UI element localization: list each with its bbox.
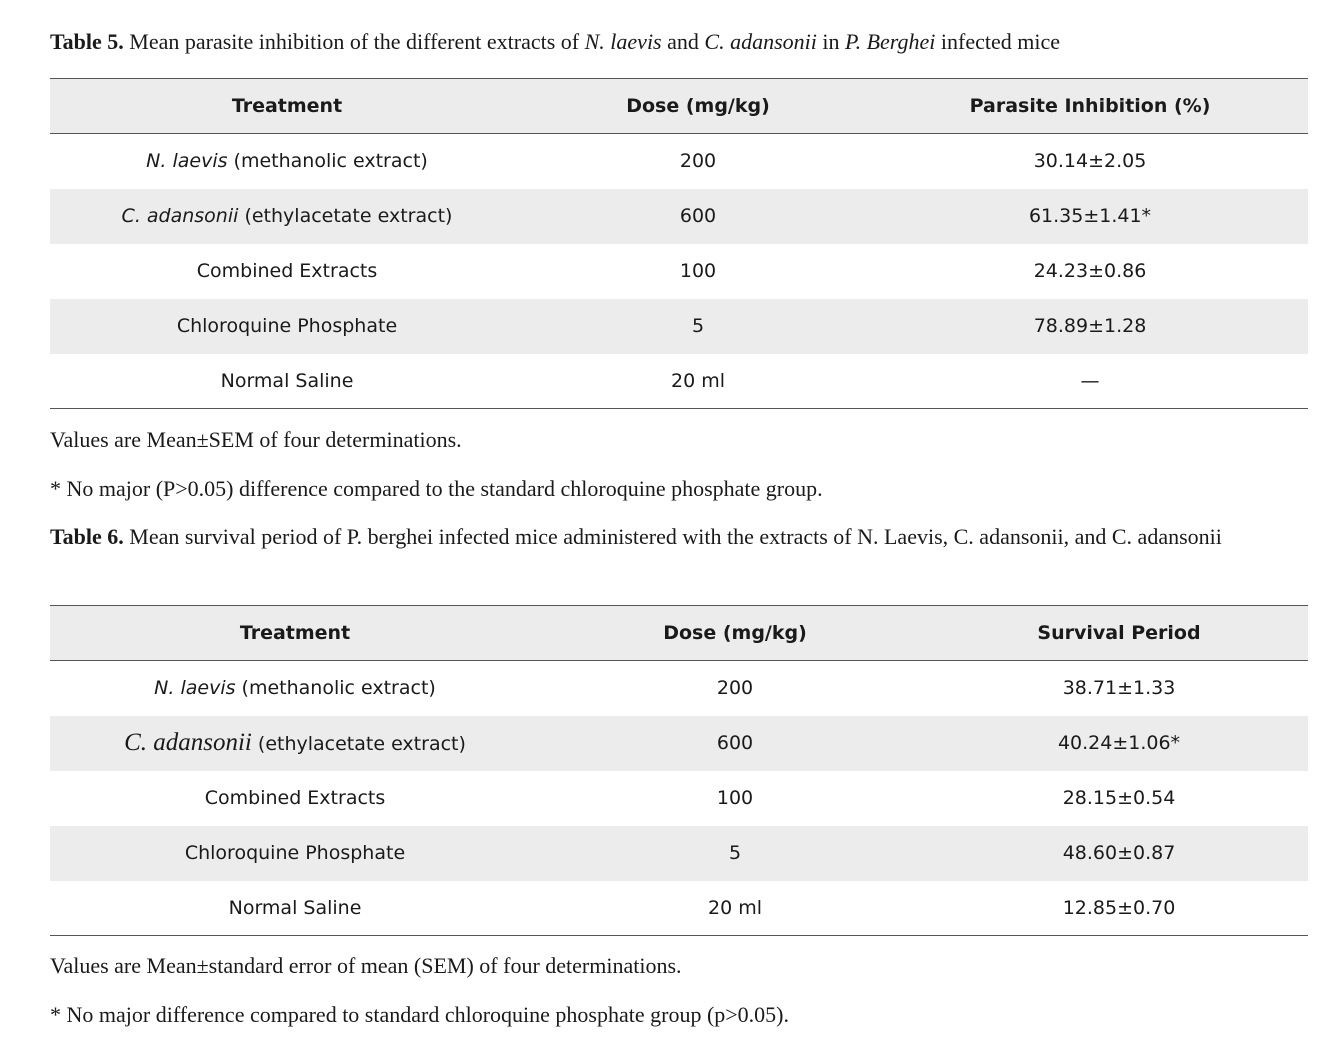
- species-name: N. laevis: [584, 29, 662, 54]
- header-dose: Dose (mg/kg): [540, 606, 930, 661]
- value-cell: 78.89±1.28: [1033, 315, 1147, 337]
- treatment-cell: Chloroquine Phosphate: [176, 315, 398, 337]
- table-row: [50, 826, 1308, 881]
- table-row: [50, 716, 1308, 771]
- dose-cell: 100: [716, 787, 754, 809]
- treatment-cell: Normal Saline: [50, 881, 540, 936]
- caption-text: in: [816, 29, 845, 54]
- treatment-label: (ethylacetate extract): [251, 733, 466, 755]
- caption-text: Mean parasite inhibition of the different extracts of: [123, 29, 585, 54]
- treatment-cell: Chloroquine Phosphate: [184, 842, 406, 864]
- value-cell: 12.85±0.70: [930, 881, 1308, 936]
- table-row: [50, 244, 1308, 299]
- caption-text: Mean survival period of P. berghei infected mice administered with the extracts of N. Laevis, C. adansonii, and C. adansonii: [123, 524, 1222, 549]
- treatment-cell: [50, 661, 540, 716]
- table5-caption-label: Table 5.: [50, 29, 124, 54]
- value-cell: —: [872, 354, 1308, 409]
- table-row: [50, 771, 1308, 826]
- species-name: N. laevis: [146, 150, 228, 173]
- treatment-cell: [50, 189, 524, 244]
- table-header-row: [50, 606, 1308, 661]
- treatment-cell: [50, 134, 524, 189]
- table-row: [50, 189, 1308, 244]
- table5-note: Values are Mean±SEM of four determinations.: [50, 427, 462, 452]
- table-row: [50, 354, 1308, 409]
- caption-text: infected mice: [935, 29, 1061, 54]
- table5-caption: [50, 26, 1312, 57]
- table6-caption: [50, 521, 1312, 552]
- header-treatment: Treatment: [50, 79, 524, 134]
- dose-cell: 600: [679, 205, 717, 227]
- value-cell: 40.24±1.06*: [1057, 732, 1181, 754]
- dose-cell: 20 ml: [540, 881, 930, 936]
- dose-cell: 20 ml: [524, 354, 872, 409]
- header-treatment: Treatment: [50, 606, 540, 661]
- treatment-cell: Combined Extracts: [204, 787, 386, 809]
- value-cell: 38.71±1.33: [1062, 677, 1176, 700]
- caption-text: and: [661, 29, 705, 54]
- value-cell: 48.60±0.87: [1062, 842, 1176, 864]
- treatment-label: (methanolic extract): [235, 677, 436, 700]
- header-dose: Dose (mg/kg): [524, 79, 872, 134]
- value-cell: 24.23±0.86: [1033, 260, 1147, 282]
- species-name: C. adansonii: [121, 205, 239, 227]
- table6-note: Values are Mean±standard error of mean (SEM) of four determinations.: [50, 953, 682, 978]
- table6-footnote: * No major difference compared to standard chloroquine phosphate group (p>0.05).: [50, 1002, 789, 1027]
- table-row: [50, 661, 1308, 716]
- treatment-cell: Normal Saline: [50, 354, 524, 409]
- value-cell: 61.35±1.41*: [1028, 205, 1152, 227]
- species-name: C. adansonii: [704, 29, 817, 54]
- treatment-cell: Combined Extracts: [196, 260, 378, 282]
- table6-caption-label: Table 6.: [50, 524, 124, 549]
- dose-cell: 200: [716, 677, 754, 700]
- species-name: N. laevis: [154, 677, 236, 700]
- species-name: P. Berghei: [844, 29, 936, 54]
- header-survival-period: Survival Period: [930, 606, 1308, 661]
- dose-cell: 5: [691, 315, 705, 337]
- treatment-label: (ethylacetate extract): [238, 205, 453, 227]
- species-name: C. adansonii: [124, 729, 252, 756]
- table-row: [50, 299, 1308, 354]
- value-cell: 28.15±0.54: [1062, 787, 1176, 809]
- treatment-cell: [50, 716, 540, 771]
- table5: [50, 78, 1308, 409]
- table5-footnote: * No major (P>0.05) difference compared to the standard chloroquine phosphate group.: [50, 476, 823, 501]
- header-parasite-inhibition: Parasite Inhibition (%): [872, 79, 1308, 134]
- table-header-row: [50, 79, 1308, 134]
- dose-cell: 5: [728, 842, 742, 864]
- table6: [50, 605, 1308, 936]
- treatment-label: (methanolic extract): [227, 150, 428, 173]
- dose-cell: 600: [716, 732, 754, 754]
- dose-cell: 100: [679, 260, 717, 282]
- value-cell: 30.14±2.05: [1033, 150, 1147, 173]
- table-row: [50, 134, 1308, 189]
- table-row: [50, 881, 1308, 936]
- dose-cell: 200: [679, 150, 717, 173]
